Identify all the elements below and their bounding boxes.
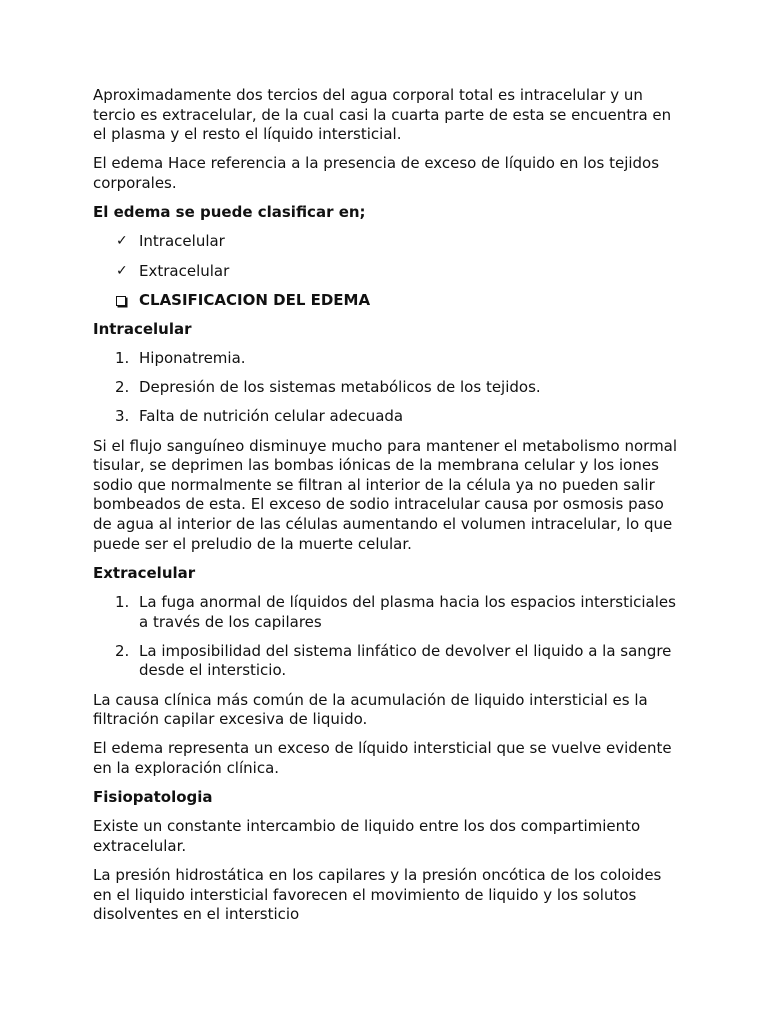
list-item xyxy=(93,642,683,681)
list-item-text: Intracelular xyxy=(139,232,225,251)
list-item xyxy=(93,593,683,632)
list-number: 3. xyxy=(115,407,130,426)
extracelular-heading: Extracelular xyxy=(93,563,196,582)
clinical-cause-paragraph: La causa clínica más común de la acumulación de liquido intersticial es la filtración capilar excesiva de liquido. xyxy=(93,690,648,729)
list-number: 1. xyxy=(115,349,130,368)
list-item-text: Extracelular xyxy=(139,261,230,280)
list-item xyxy=(93,262,683,282)
list-number: 1. xyxy=(115,593,130,611)
square-bullet-list xyxy=(93,291,683,311)
list-item xyxy=(93,378,683,398)
extracelular-list xyxy=(93,593,683,681)
list-item xyxy=(93,291,683,311)
list-number: 2. xyxy=(115,378,130,397)
intro-paragraph: Aproximadamente dos tercios del agua corporal total es intracelular y un tercio es extracelular, de la cual casi la cuarta parte de esta se encuentra en el plasma y el resto el líquido intersticial. xyxy=(93,86,672,144)
checkmark-icon: ✓ xyxy=(116,262,128,279)
intracelular-heading: Intracelular xyxy=(93,319,192,338)
exchange-paragraph: Existe un constante intercambio de liquido entre los dos compartimiento extracelular. xyxy=(93,817,641,855)
list-item-text: La imposibilidad del sistema linfático de devolver el liquido a la sangre desde el intersticio. xyxy=(139,641,672,680)
list-item xyxy=(93,407,683,427)
list-item-text: La fuga anormal de líquidos del plasma hacia los espacios intersticiales a través de los capilares xyxy=(139,593,676,631)
pressure-paragraph: La presión hidrostática en los capilares y la presión oncótica de los coloides en el liquido intersticial favorecen el movimiento de liquido y los solutos disolventes en el intersticio xyxy=(93,866,662,924)
classification-check-list xyxy=(93,232,683,281)
list-item-text: Depresión de los sistemas metabólicos de los tejidos. xyxy=(139,378,541,397)
edema-representation-paragraph: El edema representa un exceso de líquido intersticial que se vuelve evidente en la exploración clínica. xyxy=(93,739,672,777)
square-bullet-icon xyxy=(116,296,126,306)
classification-heading: El edema se puede clasificar en; xyxy=(93,203,366,222)
blood-flow-paragraph: Si el flujo sanguíneo disminuye mucho para mantener el metabolismo normal tisular, se deprimen las bombas iónicas de la membrana celular y los iones sodio que normalmente se filtran al interior de la célula ya no pueden salir bombeados de esta. El exceso de sodio intracelular causa por osmosis paso de agua al interior de las células aumentando el volumen intracelular, lo que puede ser el preludio de la muerte celular. xyxy=(93,436,678,553)
list-number: 2. xyxy=(115,641,130,660)
list-item-text: Falta de nutrición celular adecuada xyxy=(139,407,404,426)
list-item xyxy=(93,232,683,252)
list-item-text: CLASIFICACION DEL EDEMA xyxy=(139,290,371,309)
document-page xyxy=(93,86,683,934)
list-item-text: Hiponatremia. xyxy=(139,349,246,368)
edema-definition-paragraph: El edema Hace referencia a la presencia de exceso de líquido en los tejidos corporales. xyxy=(93,154,660,192)
fisiopatologia-heading: Fisiopatologia xyxy=(93,788,213,807)
intracelular-list xyxy=(93,349,683,427)
checkmark-icon: ✓ xyxy=(116,233,128,250)
list-item xyxy=(93,349,683,369)
